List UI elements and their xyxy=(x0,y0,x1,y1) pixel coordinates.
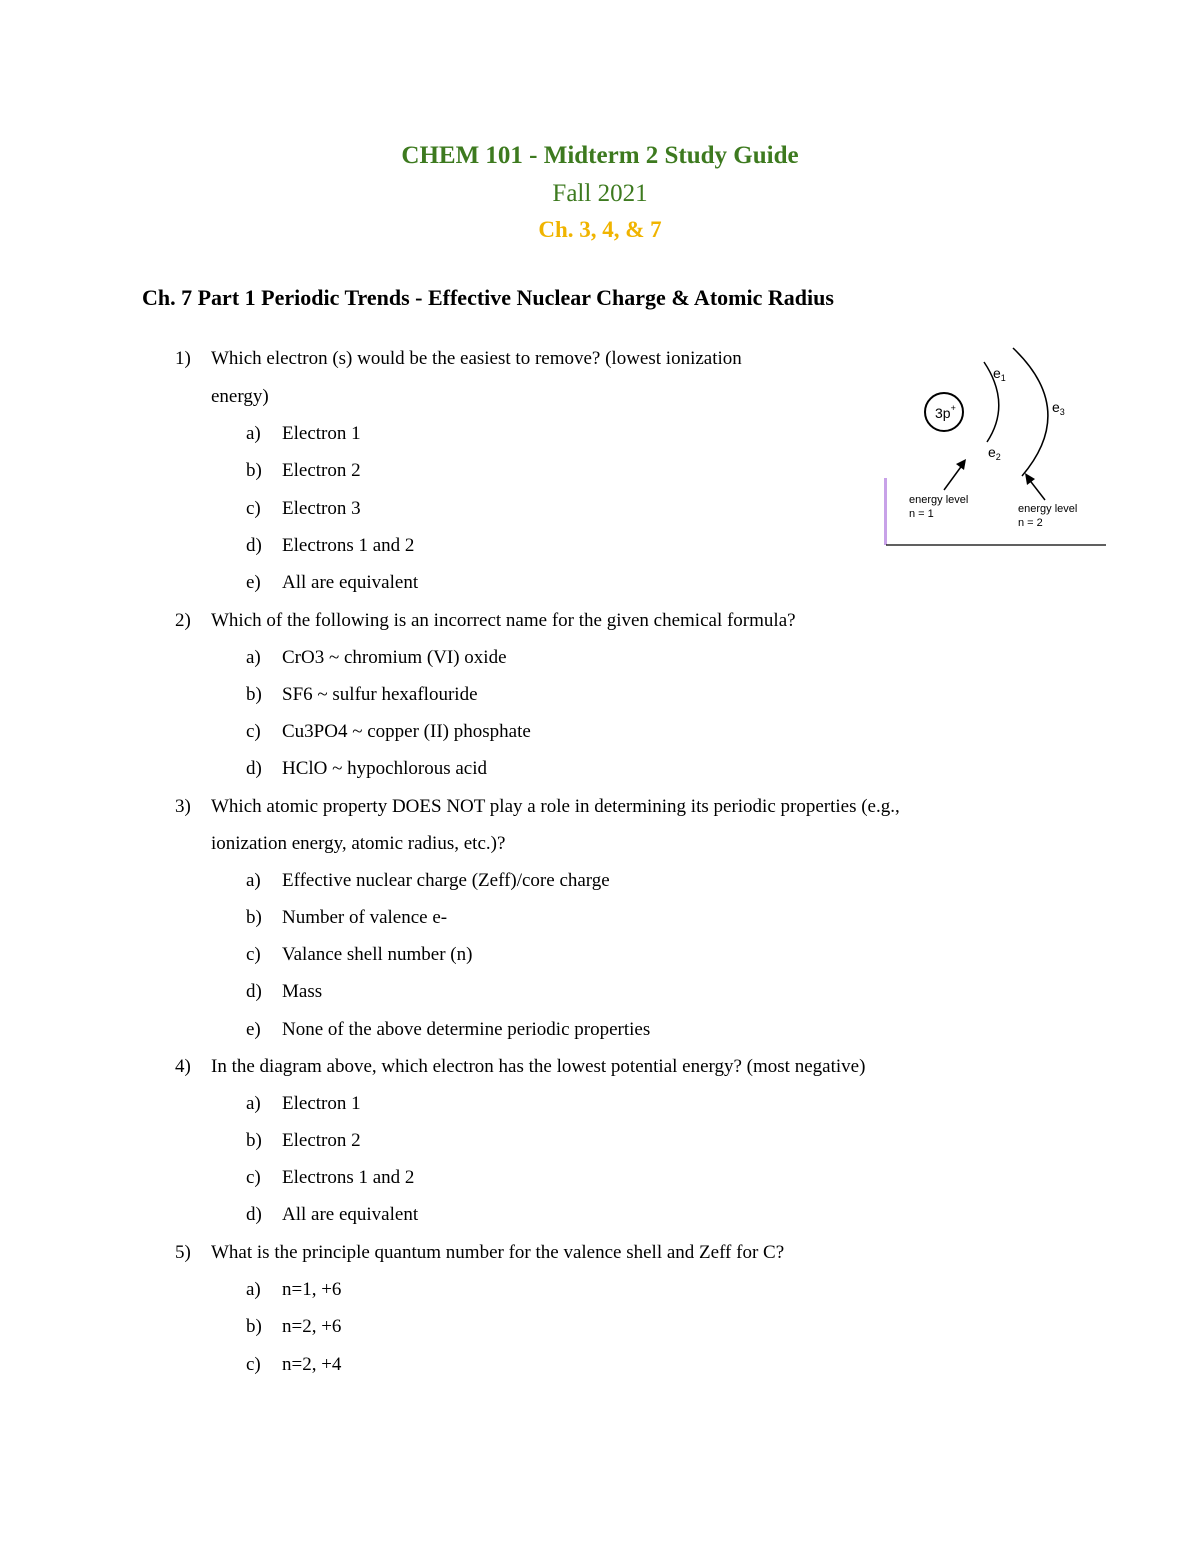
question-text: Which of the following is an incorrect name for the given chemical formula? xyxy=(211,610,796,631)
document-term: Fall 2021 xyxy=(552,180,648,207)
document-title: CHEM 101 - Midterm 2 Study Guide xyxy=(401,142,799,169)
question-text-cont: energy) xyxy=(211,386,269,407)
option-letter: b) xyxy=(246,684,262,705)
question-number: 1) xyxy=(175,348,191,369)
question-text: Which atomic property DOES NOT play a role in determining its periodic properties (e.g., xyxy=(211,796,900,817)
option-letter: c) xyxy=(246,721,261,742)
option-text: Cu3PO4 ~ copper (II) phosphate xyxy=(282,721,531,742)
option-text: HClO ~ hypochlorous acid xyxy=(282,758,488,779)
option-text: All are equivalent xyxy=(282,1204,419,1225)
question-text: In the diagram above, which electron has the lowest potential energy? (most negative) xyxy=(211,1056,866,1077)
option-letter: b) xyxy=(246,1130,262,1151)
option-letter: d) xyxy=(246,535,262,556)
question-text: What is the principle quantum number for the valence shell and Zeff for C? xyxy=(211,1242,785,1263)
option-text: Number of valence e- xyxy=(282,907,448,928)
option-letter: d) xyxy=(246,1204,262,1225)
option-letter: b) xyxy=(246,460,262,481)
option-letter: b) xyxy=(246,907,262,928)
option-letter: e) xyxy=(246,572,261,593)
option-text: Electron 2 xyxy=(282,460,361,481)
option-text: n=2, +4 xyxy=(282,1354,342,1375)
option-letter: c) xyxy=(246,1354,261,1375)
option-letter: a) xyxy=(246,1279,261,1300)
option-text: SF6 ~ sulfur hexaflouride xyxy=(282,684,478,705)
question-text-cont: ionization energy, atomic radius, etc.)? xyxy=(211,833,506,854)
option-letter: d) xyxy=(246,758,262,779)
option-text: All are equivalent xyxy=(282,572,419,593)
option-text: n=1, +6 xyxy=(282,1279,342,1300)
arrow-n2-head xyxy=(1025,473,1035,485)
option-letter: a) xyxy=(246,647,261,668)
document-chapters: Ch. 3, 4, & 7 xyxy=(538,217,662,242)
option-text: Valance shell number (n) xyxy=(282,944,473,965)
question-number: 3) xyxy=(175,796,191,817)
option-text: Electron 3 xyxy=(282,498,361,519)
electron-1-label: $e_1$ xyxy=(993,365,1006,383)
option-text: Electron 2 xyxy=(282,1130,361,1151)
shell-n2-arc xyxy=(1013,348,1048,476)
option-letter: a) xyxy=(246,1093,261,1114)
accent-bar xyxy=(884,478,887,545)
electron-3-label: $e_3$ xyxy=(1052,399,1065,417)
option-text: None of the above determine periodic properties xyxy=(282,1019,651,1040)
nucleus-label: 3p+ xyxy=(935,403,956,421)
option-text: n=2, +6 xyxy=(282,1316,342,1337)
atom-energy-level-diagram xyxy=(880,340,1110,550)
energy-level-2-n: n = 2 xyxy=(1018,517,1043,529)
section-heading: Ch. 7 Part 1 Periodic Trends - Effective Nuclear Charge & Atomic Radius xyxy=(142,285,834,310)
option-letter: c) xyxy=(246,498,261,519)
question-number: 5) xyxy=(175,1242,191,1263)
option-text: Electron 1 xyxy=(282,1093,361,1114)
question-number: 2) xyxy=(175,610,191,631)
energy-level-1-n: n = 1 xyxy=(909,508,934,520)
option-letter: c) xyxy=(246,1167,261,1188)
option-letter: c) xyxy=(246,944,261,965)
option-letter: e) xyxy=(246,1019,261,1040)
option-text: Effective nuclear charge (Zeff)/core charge xyxy=(282,870,610,891)
question-text: Which electron (s) would be the easiest to remove? (lowest ionization xyxy=(211,348,742,369)
energy-level-1-label: energy level xyxy=(909,494,969,506)
electron-2-label: $e_2$ xyxy=(988,444,1001,462)
option-text: Electrons 1 and 2 xyxy=(282,1167,415,1188)
option-letter: a) xyxy=(246,870,261,891)
energy-level-2-label: energy level xyxy=(1018,503,1078,515)
arrow-n1-head xyxy=(956,459,966,470)
option-letter: b) xyxy=(246,1316,262,1337)
question-number: 4) xyxy=(175,1056,191,1077)
option-text: Electron 1 xyxy=(282,423,361,444)
option-text: Mass xyxy=(282,981,323,1002)
option-text: Electrons 1 and 2 xyxy=(282,535,415,556)
arrow-n1 xyxy=(944,464,963,490)
option-text: CrO3 ~ chromium (VI) oxide xyxy=(282,647,507,668)
option-letter: a) xyxy=(246,423,261,444)
option-letter: d) xyxy=(246,981,262,1002)
